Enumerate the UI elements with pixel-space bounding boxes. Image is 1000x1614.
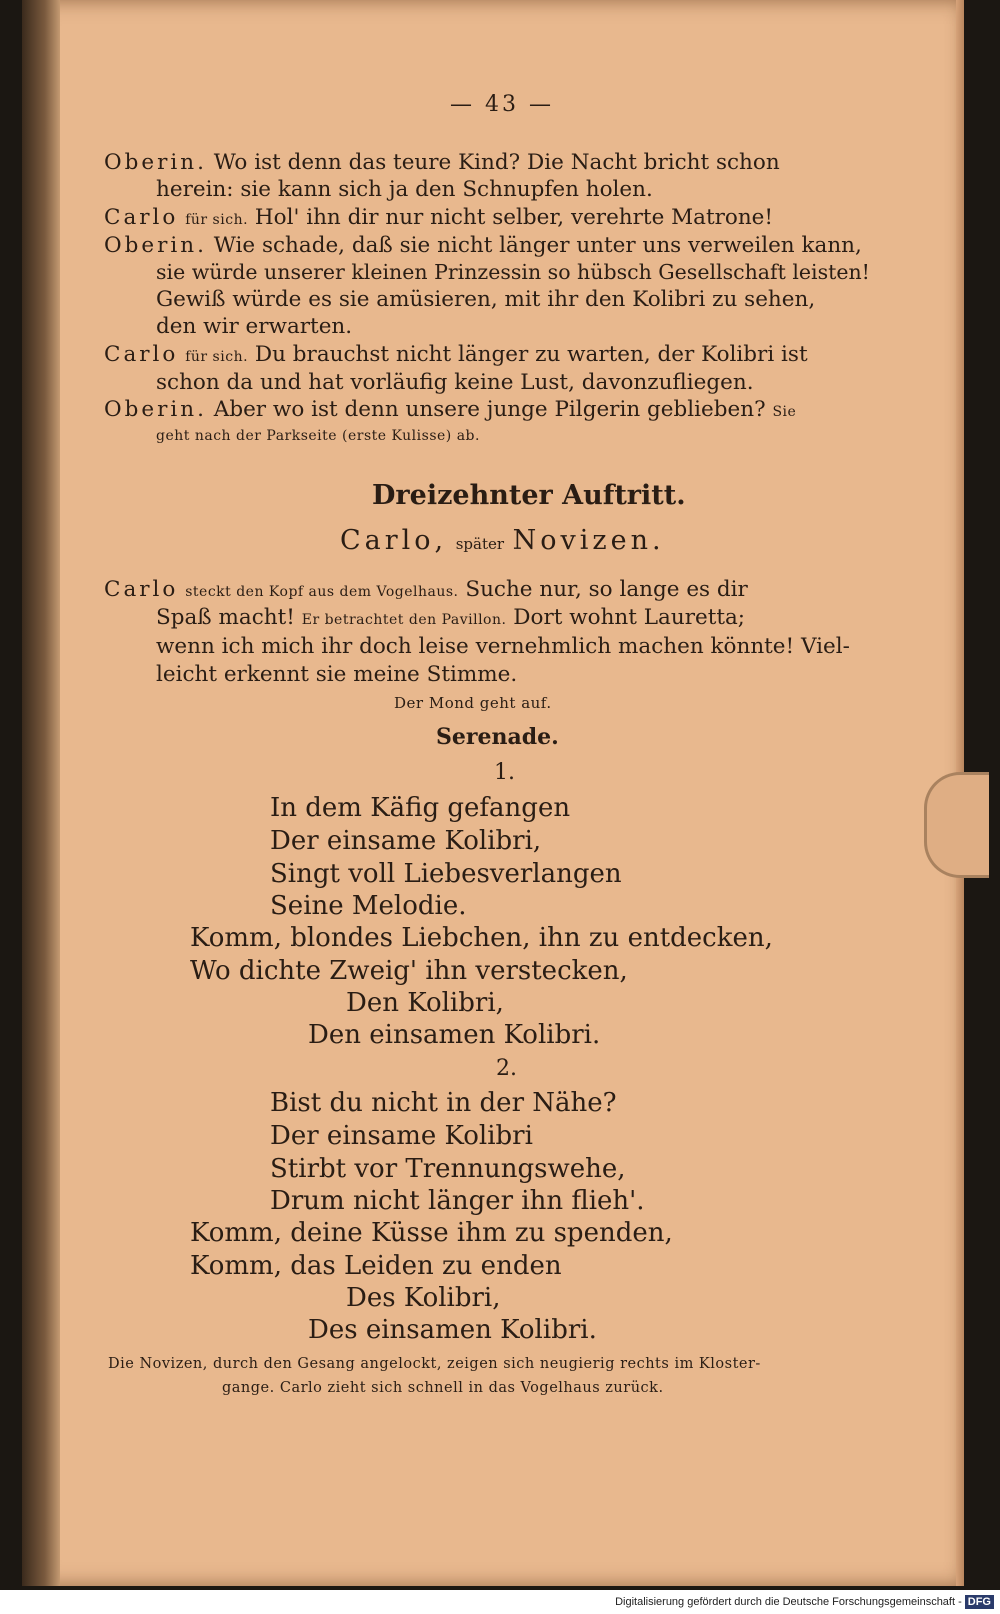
verse-line: In dem Käfig gefangen [270, 793, 571, 823]
speaker-name: Carlo [104, 577, 179, 602]
verse-line: Den Kolibri, [346, 988, 504, 1018]
speaker-name: Oberin. [104, 233, 207, 258]
stage-direction-exit: geht nach der Parkseite (erste Kulisse) ab. [156, 428, 480, 444]
dialogue-text: Wie schade, daß sie nicht länger unter uns verweilen kann, [213, 233, 862, 258]
stanza-number-1: 1. [494, 760, 515, 785]
dialogue-line-2: herein: sie kann sich ja den Schnupfen holen. [156, 177, 653, 202]
stage-aside: für sich. [185, 349, 249, 365]
closing-stage-line-1: Die Novizen, durch den Gesang angelockt, zeigen sich neugierig rechts im Kloster- [108, 1356, 761, 1372]
character-later: später [455, 535, 505, 553]
speaker-name: Carlo [104, 205, 179, 230]
dialogue-line-5: sie würde unserer kleinen Prinzessin so hübsch Gesellschaft leisten! [156, 260, 870, 284]
dfg-logo: DFG [965, 1595, 994, 1609]
bookmark-tab [924, 772, 989, 878]
verse-line: Der einsame Kolibri, [270, 826, 542, 856]
scene-line-3: wenn ich mich ihr doch leise vernehmlich machen könnte! Viel- [156, 634, 850, 659]
book-page [22, 0, 964, 1586]
verse-line: Den einsamen Kolibri. [308, 1020, 601, 1050]
dialogue-text: Spaß macht! [156, 605, 295, 630]
dialogue-line-7: den wir erwarten. [156, 314, 353, 339]
book-spine [22, 0, 60, 1586]
stanza-number-2: 2. [496, 1056, 517, 1081]
scene-line-2 [156, 605, 745, 630]
stage-aside: für sich. [185, 212, 249, 228]
verse-line: Seine Melodie. [270, 891, 467, 921]
dialogue-line-3 [104, 205, 773, 230]
dialogue-text: Suche nur, so lange es dir [465, 577, 748, 602]
speaker-name: Oberin. [104, 150, 207, 175]
dialogue-line-9: schon da und hat vorläufig keine Lust, davonzufliegen. [156, 370, 754, 395]
verse-line: Der einsame Kolibri [270, 1121, 533, 1151]
page-number: — 43 — [450, 92, 554, 117]
verse-line: Wo dichte Zweig' ihn verstecken, [190, 956, 628, 986]
verse-line: Drum nicht länger ihn flieh'. [270, 1186, 645, 1216]
dialogue-line-4 [104, 233, 862, 258]
verse-line: Bist du nicht in der Nähe? [270, 1088, 617, 1118]
verse-line: Komm, blondes Liebchen, ihn zu entdecken, [190, 923, 773, 953]
verse-line: Des einsamen Kolibri. [308, 1315, 597, 1345]
speaker-name: Oberin. [104, 397, 207, 422]
verse-line: Komm, deine Küsse ihm zu spenden, [190, 1218, 673, 1248]
dialogue-text: Wo ist denn das teure Kind? Die Nacht bricht schon [213, 150, 780, 175]
dialogue-line-8 [104, 342, 808, 367]
dialogue-line-10 [104, 397, 796, 422]
song-title: Serenade. [436, 724, 559, 750]
speaker-name: Carlo [104, 342, 179, 367]
verse-line: Stirbt vor Trennungswehe, [270, 1154, 626, 1184]
footer-text: Digitalisierung gefördert durch die Deutsche Forschungsgemeinschaft - [615, 1596, 962, 1608]
dialogue-line-6: Gewiß würde es sie amüsieren, mit ihr den Kolibri zu sehen, [156, 287, 816, 312]
verse-line: Singt voll Liebesverlangen [270, 859, 622, 889]
closing-stage-line-2: gange. Carlo zieht sich schnell in das Vogelhaus zurück. [222, 1380, 664, 1396]
stage-moon: Der Mond geht auf. [394, 694, 552, 712]
stage-direction: Er betrachtet den Pavillon. [301, 612, 507, 628]
scene-line-1 [104, 577, 748, 602]
verse-line: Des Kolibri, [346, 1283, 501, 1313]
dialogue-text: Hol' ihn dir nur nicht selber, verehrte Matrone! [254, 205, 774, 230]
dialogue-text: Dort wohnt Lauretta; [513, 605, 746, 630]
character-novices: Novizen. [512, 525, 665, 556]
scene-characters [340, 525, 665, 556]
dialogue-line-1 [104, 150, 780, 175]
stage-direction: Sie [772, 404, 797, 420]
scene-line-4: leicht erkennt sie meine Stimme. [156, 662, 518, 687]
verse-line: Komm, das Leiden zu enden [190, 1251, 562, 1281]
digitization-footer [0, 1590, 1000, 1614]
character-carlo: Carlo, [340, 525, 448, 556]
dialogue-text: Aber wo ist denn unsere junge Pilgerin geblieben? [213, 397, 766, 422]
stage-direction: steckt den Kopf aus dem Vogelhaus. [185, 584, 459, 600]
scene-title: Dreizehnter Auftritt. [372, 480, 686, 511]
dialogue-text: Du brauchst nicht länger zu warten, der Kolibri ist [254, 342, 808, 367]
